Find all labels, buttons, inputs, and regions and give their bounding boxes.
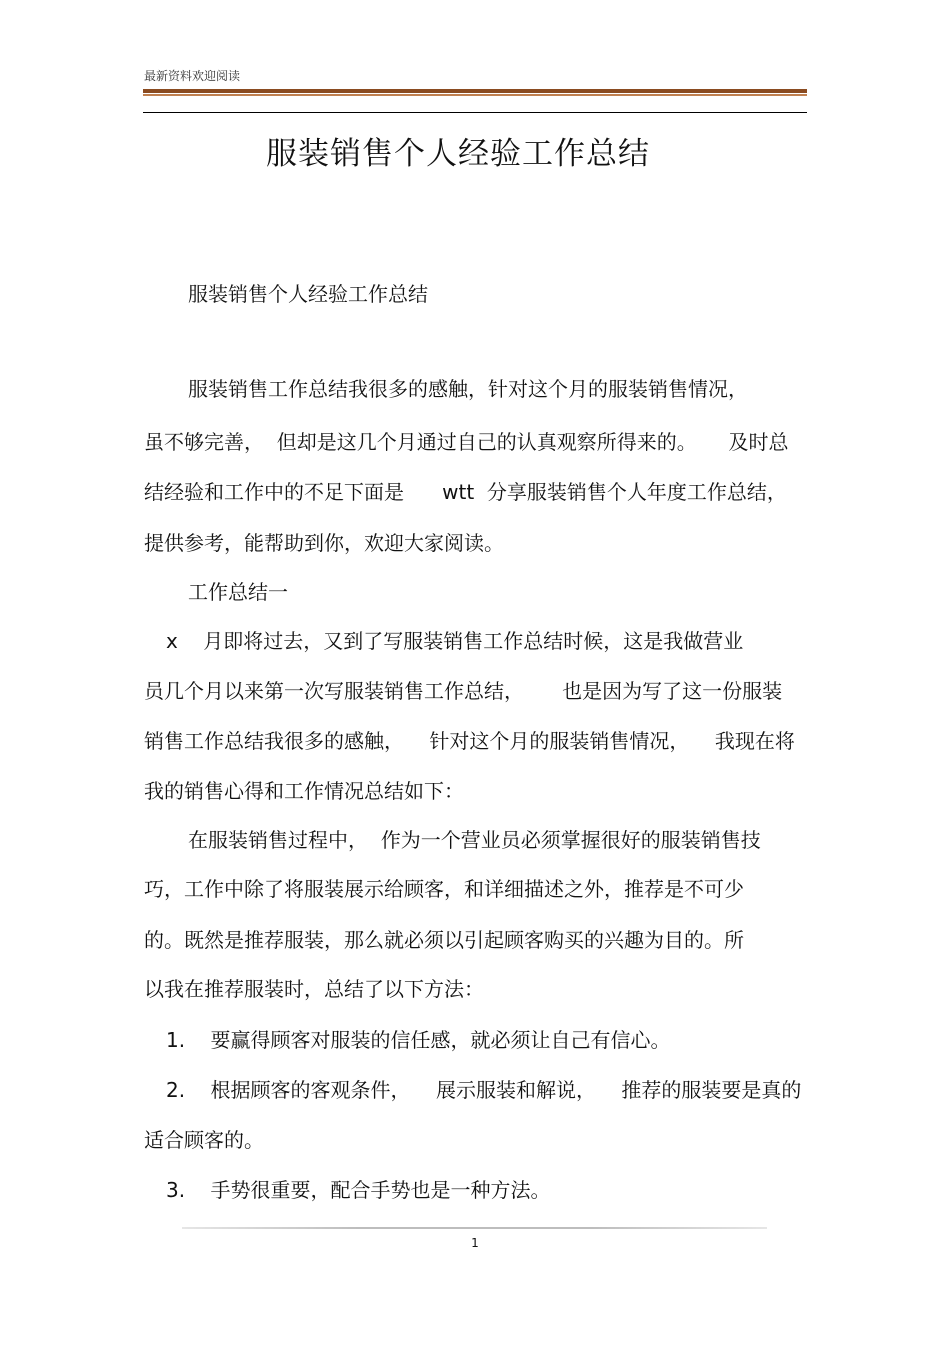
text-line: x 月即将过去，又到了写服装销售工作总结时候，这是我做营业	[166, 629, 744, 653]
text-line: 巧，工作中除了将服装展示给顾客，和详细描述之外，推荐是不可少	[144, 877, 744, 901]
header-rule-accent	[143, 94, 807, 96]
page-header-label: 最新资料欢迎阅读	[144, 69, 241, 83]
text-line: 以我在推荐服装时，总结了以下方法：	[144, 977, 484, 1001]
section-heading: 工作总结一	[188, 580, 288, 604]
list-item: 2. 根据顾客的客观条件， 展示服装和解说， 推荐的服装要是真的	[166, 1078, 802, 1102]
text-line: 虽不够完善， 但却是这几个月通过自己的认真观察所得来的。 及时总	[144, 430, 789, 454]
text-line: 销售工作总结我很多的感触， 针对这个月的服装销售情况， 我现在将	[144, 729, 795, 753]
text-line: 结经验和工作中的不足下面是 wtt 分享服装销售个人年度工作总结，	[144, 480, 787, 504]
header-rule-thick	[143, 89, 807, 93]
document-subtitle: 服装销售个人经验工作总结	[188, 282, 428, 306]
list-item: 3. 手势很重要，配合手势也是一种方法。	[166, 1178, 551, 1202]
document-title: 服装销售个人经验工作总结	[266, 136, 650, 172]
list-item: 1. 要赢得顾客对服装的信任感，就必须让自己有信心。	[166, 1028, 671, 1052]
header-rule-thin	[143, 112, 807, 113]
text-line: 员几个月以来第一次写服装销售工作总结， 也是因为写了这一份服装	[144, 679, 783, 703]
text-line: 我的销售心得和工作情况总结如下：	[144, 779, 464, 803]
text-line: 适合顾客的。	[144, 1128, 264, 1152]
text-line: 服装销售工作总结我很多的感触，针对这个月的服装销售情况，	[188, 377, 748, 401]
text-line: 的。既然是推荐服装，那么就必须以引起顾客购买的兴趣为目的。所	[144, 928, 744, 952]
page-number: 1	[471, 1236, 479, 1250]
footer-rule	[182, 1227, 767, 1229]
text-line: 在服装销售过程中， 作为一个营业员必须掌握很好的服装销售技	[188, 828, 761, 852]
text-line: 提供参考，能帮助到你，欢迎大家阅读。	[144, 531, 504, 555]
